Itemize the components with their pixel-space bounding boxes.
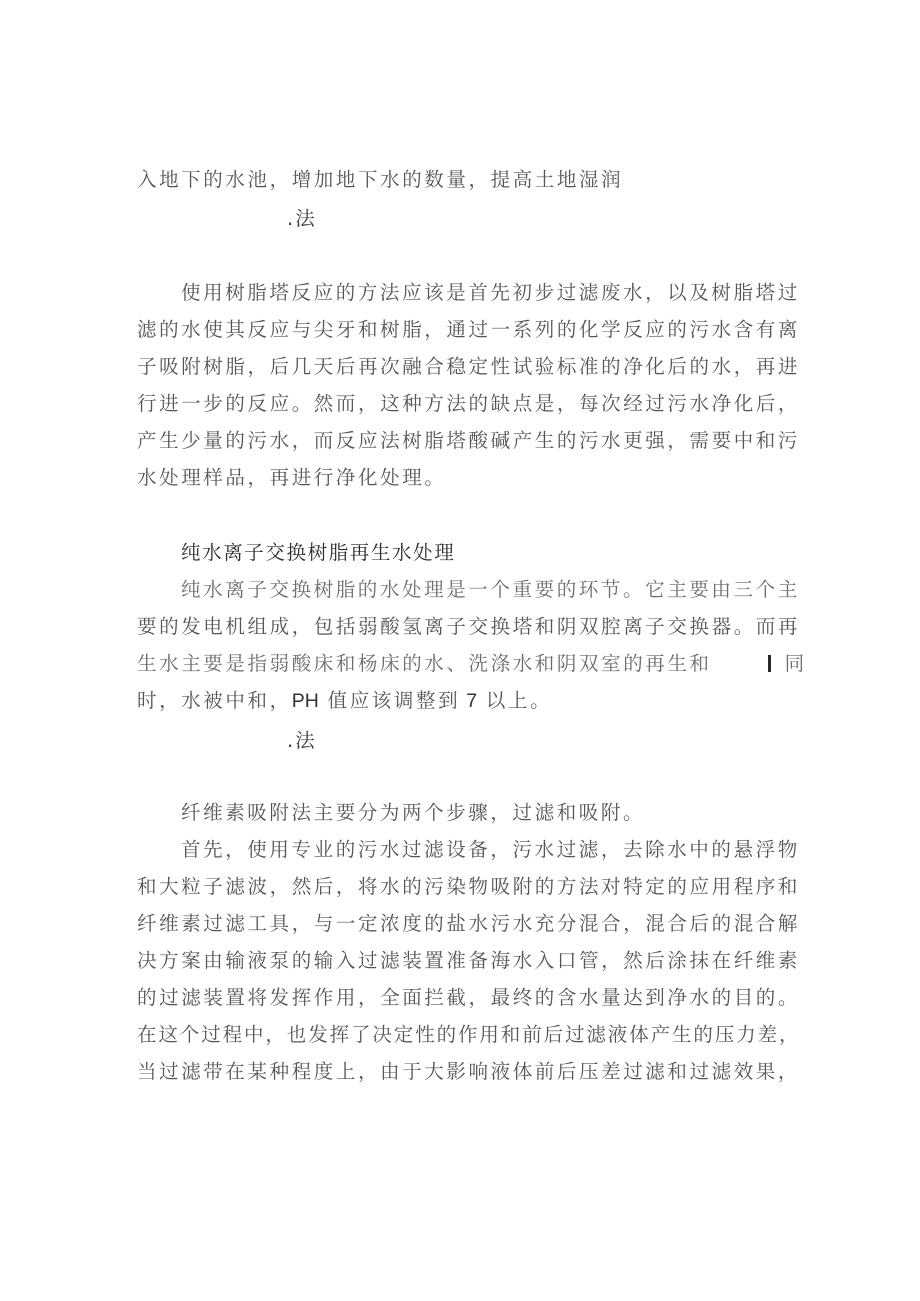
paragraph-line: 在这个过程中，也发挥了决定性的作用和前后过滤液体产生的压力差， [137,1023,801,1046]
method-label: .法 [287,207,317,230]
paragraph-line: 的过滤装置将发挥作用，全面拦截，最终的含水量达到净水的目的。 [137,986,801,1009]
paragraph-line: 要的发电机组成，包括弱酸氢离子交换塔和阴双腔离子交换器。而再 [137,615,801,638]
section-heading: 纯水离子交换树脂再生水处理 [181,541,456,564]
paragraph-line: 使用树脂塔反应的方法应该是首先初步过滤废水，以及树脂塔过 [181,281,800,304]
paragraph-line: 行进一步的反应。然而，这种方法的缺点是，每次经过污水净化后， [137,392,801,415]
paragraph-line: 纤维素过滤工具，与一定浓度的盐水污水充分混合，混合后的混合解 [137,912,801,935]
paragraph-line: 子吸附树脂，后几天后再次融合稳定性试验标准的净化后的水，再进 [137,355,801,378]
paragraph-line: 滤的水使其反应与尖牙和树脂，通过一系列的化学反应的污水含有离 [137,318,801,341]
ph-value: 7 [466,690,478,712]
paragraph-line-text: 生水主要是指弱酸床和杨床的水、洗涤水和阴双室的再生和 [137,652,712,675]
paragraph-line-text: 值应该调整到 [327,689,461,712]
paragraph-line [137,652,807,676]
paragraph-line: 当过滤带在某种程度上，由于大影响液体前后压差过滤和过滤效果， [137,1060,801,1083]
paragraph-line: 决方案由输液泵的输入过滤装置准备海水入口管，然后涂抹在纤维素 [137,949,801,972]
paragraph-line: 和大粒子滤波，然后，将水的污染物吸附的方法对特定的应用程序和 [137,875,801,898]
paragraph-line: 水处理样品，再进行净化处理。 [137,466,447,489]
paragraph-line: 首先，使用专业的污水过滤设备，污水过滤，去除水中的悬浮物 [181,838,800,861]
paragraph-line-tail: 同 [784,652,807,675]
paragraph-cellulose-intro: 纤维素吸附法主要分为两个步骤，过滤和吸附。 [181,801,646,824]
paragraph-line: 产生少量的污水，而反应法树脂塔酸碱产生的污水更强，需要中和污 [137,429,801,452]
paragraph-line [137,689,797,713]
method-label: .法 [287,729,317,752]
paragraph-line-text: 以上。 [485,689,553,712]
paragraph-line: 纯水离子交换树脂的水处理是一个重要的环节。它主要由三个主 [181,578,800,601]
intro-line: 入地下的水池，增加地下水的数量，提高土地湿润 [137,168,624,191]
ph-term: PH [291,690,319,712]
paragraph-line-text: 时，水被中和， [137,689,292,712]
text-cursor-mark [768,655,771,672]
